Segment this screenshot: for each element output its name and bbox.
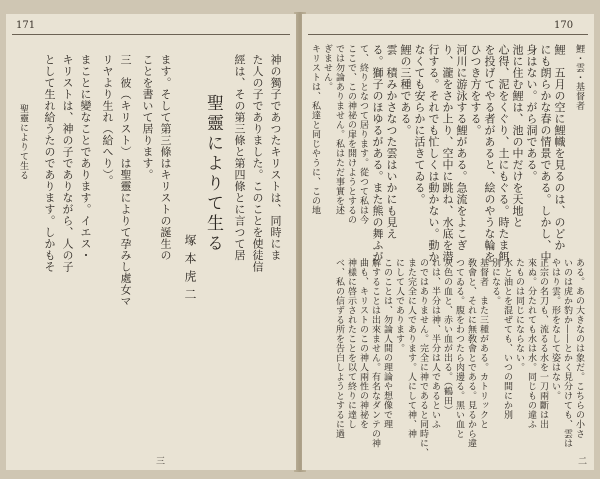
chapter-title: 聖靈によりて生る [203,94,223,254]
right-lower-line-23: では勿論ありません。私はただ事實を述 [334,44,344,215]
right-line-14: る。獅子のほゆるがある。また熊の舞ふが [371,44,384,263]
right-line-5: 心得、泥をくぐり、土にもぐる。時たま餌 [497,44,510,263]
left-line-10: として生れ給うたのであります。しかもそ [43,54,56,273]
right-lower-line-11: つてゐる。腹をわつたら肉邊る。黑い血と [454,258,464,439]
right-line-7: ひつき方をする。 [469,44,482,136]
right-lower-line-19: 曲も、キリストのこの神人兩性の神祕を [358,258,368,429]
right-line-1: 鯉 五月の空に鯉幟を見るのは、のどか [553,44,566,251]
right-lower-line-22: ここで、この神祕の扉を開けようとするの [346,44,356,225]
right-lower-line-7: 水と油とを混ぜても、いつの間にか別 [502,258,512,420]
right-lower-line-4: 正宗の名刀も、流るる水を一刀兩斷は出 [538,258,548,429]
left-line-9: キリストは、神の子でありながら、人の子 [61,54,74,273]
right-lower-line-9: 基督者 また三種がある。カトリックと [478,258,488,429]
right-bottom-number: 二 [578,457,588,467]
left-header-rule [12,34,290,35]
right-lower-line-8: 別になる。 [490,258,500,306]
right-lower-line-21: て、終りとなつて居ります。從つて私は今 [358,44,368,225]
right-line-9: り、瀧をさか上り、空中に跳ね、水底を潜 [441,44,454,263]
right-header-rule [308,34,588,35]
right-lower-line-25: ぎません。 [322,44,332,92]
right-page [302,14,594,470]
right-lower-line-2: いのは虎か豹か――とかく見分けても、雲は [562,258,572,448]
right-line-3: 身はない。がら洞である。 [525,44,538,182]
right-page-number: 170 [554,20,574,31]
right-line-6: を投げてやる者があると、絵のやうな輪を [483,44,496,263]
right-line-8: 河川に游泳する鯉がある。急流をよこぎ [455,44,468,251]
left-running-footer: 聖靈によりて生る [18,104,28,180]
right-lower-line-3: やはり雲。形をなして姿はない。 [550,258,560,401]
left-line-1: 神の獨子であつたキリストは、同時にま [269,54,282,261]
left-page [6,14,296,470]
right-lower-line-14: のではありません。完全に神であると同時に、 [418,258,428,458]
right-header-label: 鯉・雲・基督者 [574,44,584,111]
right-lower-line-24: べ、私の信ずる所を告白しようとするに過 [334,258,344,439]
right-lower-line-10: 敎會と、それに無敎會とである。見るから違 [466,258,476,448]
right-line-2: にも朗らかな春の情景である。しかし、中 [539,44,552,263]
right-line-12: 鯉の三種である。 [399,44,412,136]
left-line-3: 經は、その第三條と第四條とに言つて居 [233,54,246,261]
creed-article-3-b: リヤより生れ（給へり）。 [101,54,114,187]
left-line-5: ことを書いて居ります。 [141,54,154,181]
right-lower-line-1: ある。あの大きなのは象だ。こちらの小さ [574,258,584,439]
right-line-13: 雲 積みかさなつた雲はいかにも見え [385,44,398,240]
right-lower-line-17: このことは、勿論人間の理論や想像で理 [382,258,392,429]
right-lower-line-12: 灰色の血と、赤い血が出る。（鶴田） [442,258,452,415]
left-page-number: 171 [16,20,36,31]
right-lower-line-20: 神樣に啓示されたことを以て終りに達し [346,258,356,429]
left-line-4: ます。そして第三條はキリストの誕生の [159,54,172,261]
right-line-11: なくても安らかに活きてゐる。 [413,44,426,205]
right-lower-line-13: れは、半分は神、半分は人であるといふ [430,258,440,429]
left-bottom-number: 三 [156,457,166,467]
right-lower-line-6: たものは同じにならない。 [514,258,524,372]
right-lower-line-5: 來ぬ。分たれても水は水。同じもの違ふ [526,258,536,429]
left-line-2: た人の子でありました。このことを使徒信 [251,54,264,273]
right-lower-line-16: にして人であります。 [394,258,404,353]
right-lower-line-15: また完全に人であります。人にして神、神 [406,258,416,439]
left-line-8: まことに變なことであります。イエス・ [79,54,92,261]
right-lower-line-26: キリストは、私達と同じやうに、この地 [310,44,320,215]
right-line-4: 池に住む鯉は、池の中だけを天地と [511,44,524,228]
creed-article-3-a: 三 彼（キリスト）は聖靈によりて孕みし處女マ [119,54,132,307]
chapter-author: 塚本虎二 [183,234,197,306]
right-lower-line-18: 解することは出來ません。有名なダンテの神 [370,258,380,448]
right-line-10: 行する。それでも忙しくは動かない。動か [427,44,440,263]
